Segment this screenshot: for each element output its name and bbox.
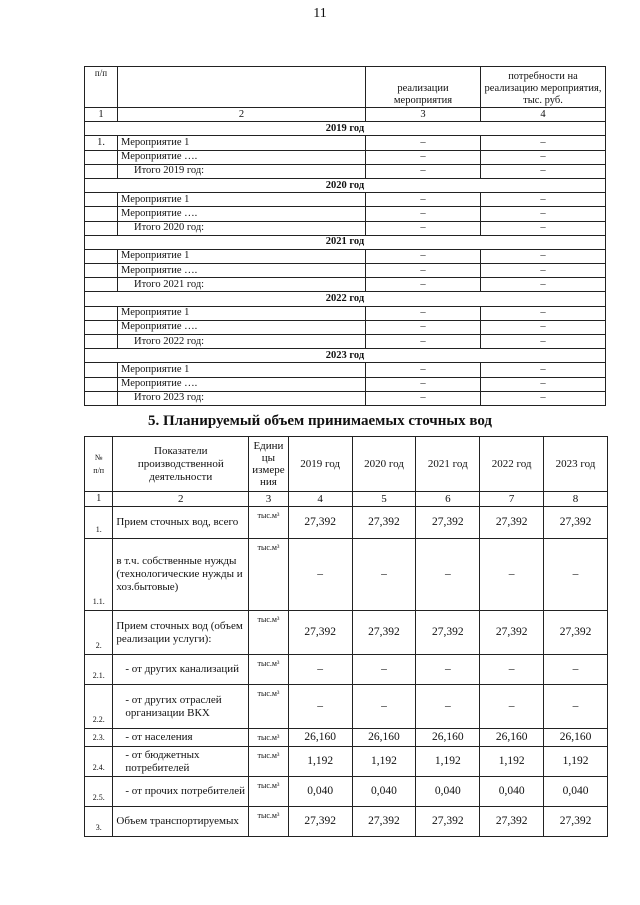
unit-cell: тыс.м³ [249,611,289,655]
index-cell: 8 [544,492,608,507]
table-row [85,264,606,278]
table-row [85,377,606,391]
value-cell: – [352,539,416,611]
table-row [85,164,606,178]
row-num [85,377,118,391]
year-row [85,178,606,192]
wastewater-table [84,436,608,837]
row-num: 2.3. [85,729,113,747]
row-num: 1.1. [85,539,113,611]
value-cell: 26,160 [352,729,416,747]
row-num: 1. [85,136,118,150]
table-row [85,278,606,292]
value-cell: – [416,655,480,685]
table-row [85,807,608,837]
funding-value: – [481,306,606,320]
unit-cell: тыс.м³ [249,685,289,729]
activity-name: Мероприятие …. [118,264,366,278]
indicator-name: в т.ч. собственные нужды (технологические нужды и хоз.бытовые) [113,539,249,611]
row-num [85,207,118,221]
table-row [85,777,608,807]
year-label: 2021 год [85,235,606,249]
index-cell: 1 [85,108,118,122]
implementation-value: – [366,249,481,263]
value-cell: 27,392 [544,807,608,837]
value-cell: 1,192 [480,747,544,777]
index-cell: 4 [481,108,606,122]
implementation-value: – [366,306,481,320]
value-cell: – [352,655,416,685]
table-row [85,249,606,263]
activity-name: Итого 2021 год: [118,278,366,292]
activity-name: Мероприятие …. [118,150,366,164]
funding-value: – [481,249,606,263]
value-cell: 0,040 [544,777,608,807]
table-row [85,363,606,377]
row-num [85,335,118,349]
index-cell: 4 [288,492,352,507]
row-num [85,249,118,263]
value-cell: 0,040 [416,777,480,807]
table-row [85,539,608,611]
value-cell: 27,392 [416,507,480,539]
unit-cell: тыс.м³ [249,539,289,611]
activity-name: Итого 2020 год: [118,221,366,235]
row-num [85,306,118,320]
value-cell: – [544,539,608,611]
value-cell: 0,040 [352,777,416,807]
table-row [85,207,606,221]
value-cell: – [480,655,544,685]
funding-value: – [481,221,606,235]
value-cell: 1,192 [288,747,352,777]
year-label: 2023 год [85,349,606,363]
implementation-value: – [366,391,481,405]
row-num [85,150,118,164]
funding-value: – [481,335,606,349]
funding-value: – [481,391,606,405]
row-num [85,278,118,292]
indicator-name: - от населения [113,729,249,747]
implementation-value: – [366,377,481,391]
row-num: 2.1. [85,655,113,685]
header-num: п/п [85,67,118,108]
value-cell: 27,392 [544,507,608,539]
index-cell: 3 [366,108,481,122]
row-num [85,363,118,377]
funding-value: – [481,207,606,221]
implementation-value: – [366,335,481,349]
funding-value: – [481,150,606,164]
index-cell: 1 [85,492,113,507]
value-cell: 27,392 [480,507,544,539]
row-num [85,391,118,405]
value-cell: – [352,685,416,729]
year-label: 2020 год [85,178,606,192]
activity-name: Мероприятие …. [118,320,366,334]
implementation-value: – [366,150,481,164]
value-cell: 27,392 [416,611,480,655]
implementation-value: – [366,207,481,221]
table-row [85,611,608,655]
value-cell: 27,392 [416,807,480,837]
implementation-value: – [366,193,481,207]
activity-name: Мероприятие …. [118,377,366,391]
value-cell: 1,192 [416,747,480,777]
index-cell: 6 [416,492,480,507]
indicator-name: - от других отраслей организации ВКХ [113,685,249,729]
activity-name: Итого 2023 год: [118,391,366,405]
value-cell: 27,392 [352,507,416,539]
activity-name: Мероприятие 1 [118,136,366,150]
value-cell: 1,192 [544,747,608,777]
indicator-name: Прием сточных вод (объем реализации услуги): [113,611,249,655]
activity-name: Мероприятие …. [118,207,366,221]
value-cell: – [288,539,352,611]
activity-name: Мероприятие 1 [118,249,366,263]
year-row [85,235,606,249]
activity-name: Итого 2022 год: [118,335,366,349]
table-header-row [85,437,608,492]
year-row [85,122,606,136]
header-year: 2023 год [544,437,608,492]
indicator-name: Прием сточных вод, всего [113,507,249,539]
funding-value: – [481,164,606,178]
implementation-value: – [366,136,481,150]
year-label: 2019 год [85,122,606,136]
value-cell: – [480,539,544,611]
value-cell: 27,392 [480,611,544,655]
activity-name: Мероприятие 1 [118,306,366,320]
row-num: 2. [85,611,113,655]
year-label: 2022 год [85,292,606,306]
section-title: 5. Планируемый объем принимаемых сточных вод [147,413,493,429]
value-cell: 26,160 [480,729,544,747]
index-cell: 2 [113,492,249,507]
implementation-value: – [366,320,481,334]
value-cell: – [416,685,480,729]
indicator-name: - от других канализаций [113,655,249,685]
table-row [85,193,606,207]
table-row [85,747,608,777]
row-num [85,264,118,278]
table-row [85,306,606,320]
indicator-name: Объем транспортируемых [113,807,249,837]
index-cell: 5 [352,492,416,507]
year-row [85,349,606,363]
page-number: 11 [313,6,327,21]
row-num: 3. [85,807,113,837]
header-year: 2022 год [480,437,544,492]
header-name [118,67,366,108]
unit-cell: тыс.м³ [249,507,289,539]
index-cell: 3 [249,492,289,507]
funding-value: – [481,264,606,278]
implementation-value: – [366,363,481,377]
table-row [85,221,606,235]
value-cell: 0,040 [480,777,544,807]
header-year: 2021 год [416,437,480,492]
value-cell: – [544,655,608,685]
unit-cell: тыс.м³ [249,777,289,807]
table-row [85,335,606,349]
activities-table [84,66,606,406]
implementation-value: – [366,221,481,235]
activity-name: Мероприятие 1 [118,363,366,377]
value-cell: 26,160 [416,729,480,747]
table-row [85,150,606,164]
unit-cell: тыс.м³ [249,655,289,685]
funding-value: – [481,363,606,377]
value-cell: 0,040 [288,777,352,807]
row-num: 2.5. [85,777,113,807]
value-cell: 27,392 [288,611,352,655]
value-cell: 27,392 [352,807,416,837]
table-row [85,655,608,685]
value-cell: – [416,539,480,611]
header-unit: Едини цы измере ния [249,437,289,492]
header-year: 2020 год [352,437,416,492]
unit-cell: тыс.м³ [249,807,289,837]
value-cell: – [288,655,352,685]
index-row [85,492,608,507]
value-cell: 27,392 [544,611,608,655]
value-cell: 26,160 [288,729,352,747]
table-row [85,136,606,150]
header-funding: потребности на реализацию мероприятия, тыс. руб. [481,67,606,108]
value-cell: – [544,685,608,729]
value-cell: 26,160 [544,729,608,747]
implementation-value: – [366,278,481,292]
index-cell: 2 [118,108,366,122]
header-num: № п/п [85,437,113,492]
value-cell: – [480,685,544,729]
indicator-name: - от бюджетных потребителей [113,747,249,777]
header-implementation: реализации мероприятия [366,67,481,108]
unit-cell: тыс.м³ [249,747,289,777]
value-cell: 27,392 [288,807,352,837]
value-cell: 27,392 [288,507,352,539]
row-num [85,164,118,178]
funding-value: – [481,320,606,334]
index-row [85,108,606,122]
year-row [85,292,606,306]
funding-value: – [481,278,606,292]
row-num: 2.2. [85,685,113,729]
table-row [85,391,606,405]
header-indicator: Показатели производственной деятельности [113,437,249,492]
index-cell: 7 [480,492,544,507]
funding-value: – [481,193,606,207]
value-cell: 1,192 [352,747,416,777]
table-header-row [85,67,606,108]
table-row [85,320,606,334]
table-row [85,729,608,747]
value-cell: 27,392 [352,611,416,655]
value-cell: 27,392 [480,807,544,837]
indicator-name: - от прочих потребителей [113,777,249,807]
implementation-value: – [366,164,481,178]
activity-name: Итого 2019 год: [118,164,366,178]
row-num: 2.4. [85,747,113,777]
activity-name: Мероприятие 1 [118,193,366,207]
header-year: 2019 год [288,437,352,492]
row-num [85,320,118,334]
funding-value: – [481,377,606,391]
row-num [85,221,118,235]
value-cell: – [288,685,352,729]
unit-cell: тыс.м³ [249,729,289,747]
table-row [85,685,608,729]
implementation-value: – [366,264,481,278]
funding-value: – [481,136,606,150]
row-num [85,193,118,207]
row-num: 1. [85,507,113,539]
table-row [85,507,608,539]
